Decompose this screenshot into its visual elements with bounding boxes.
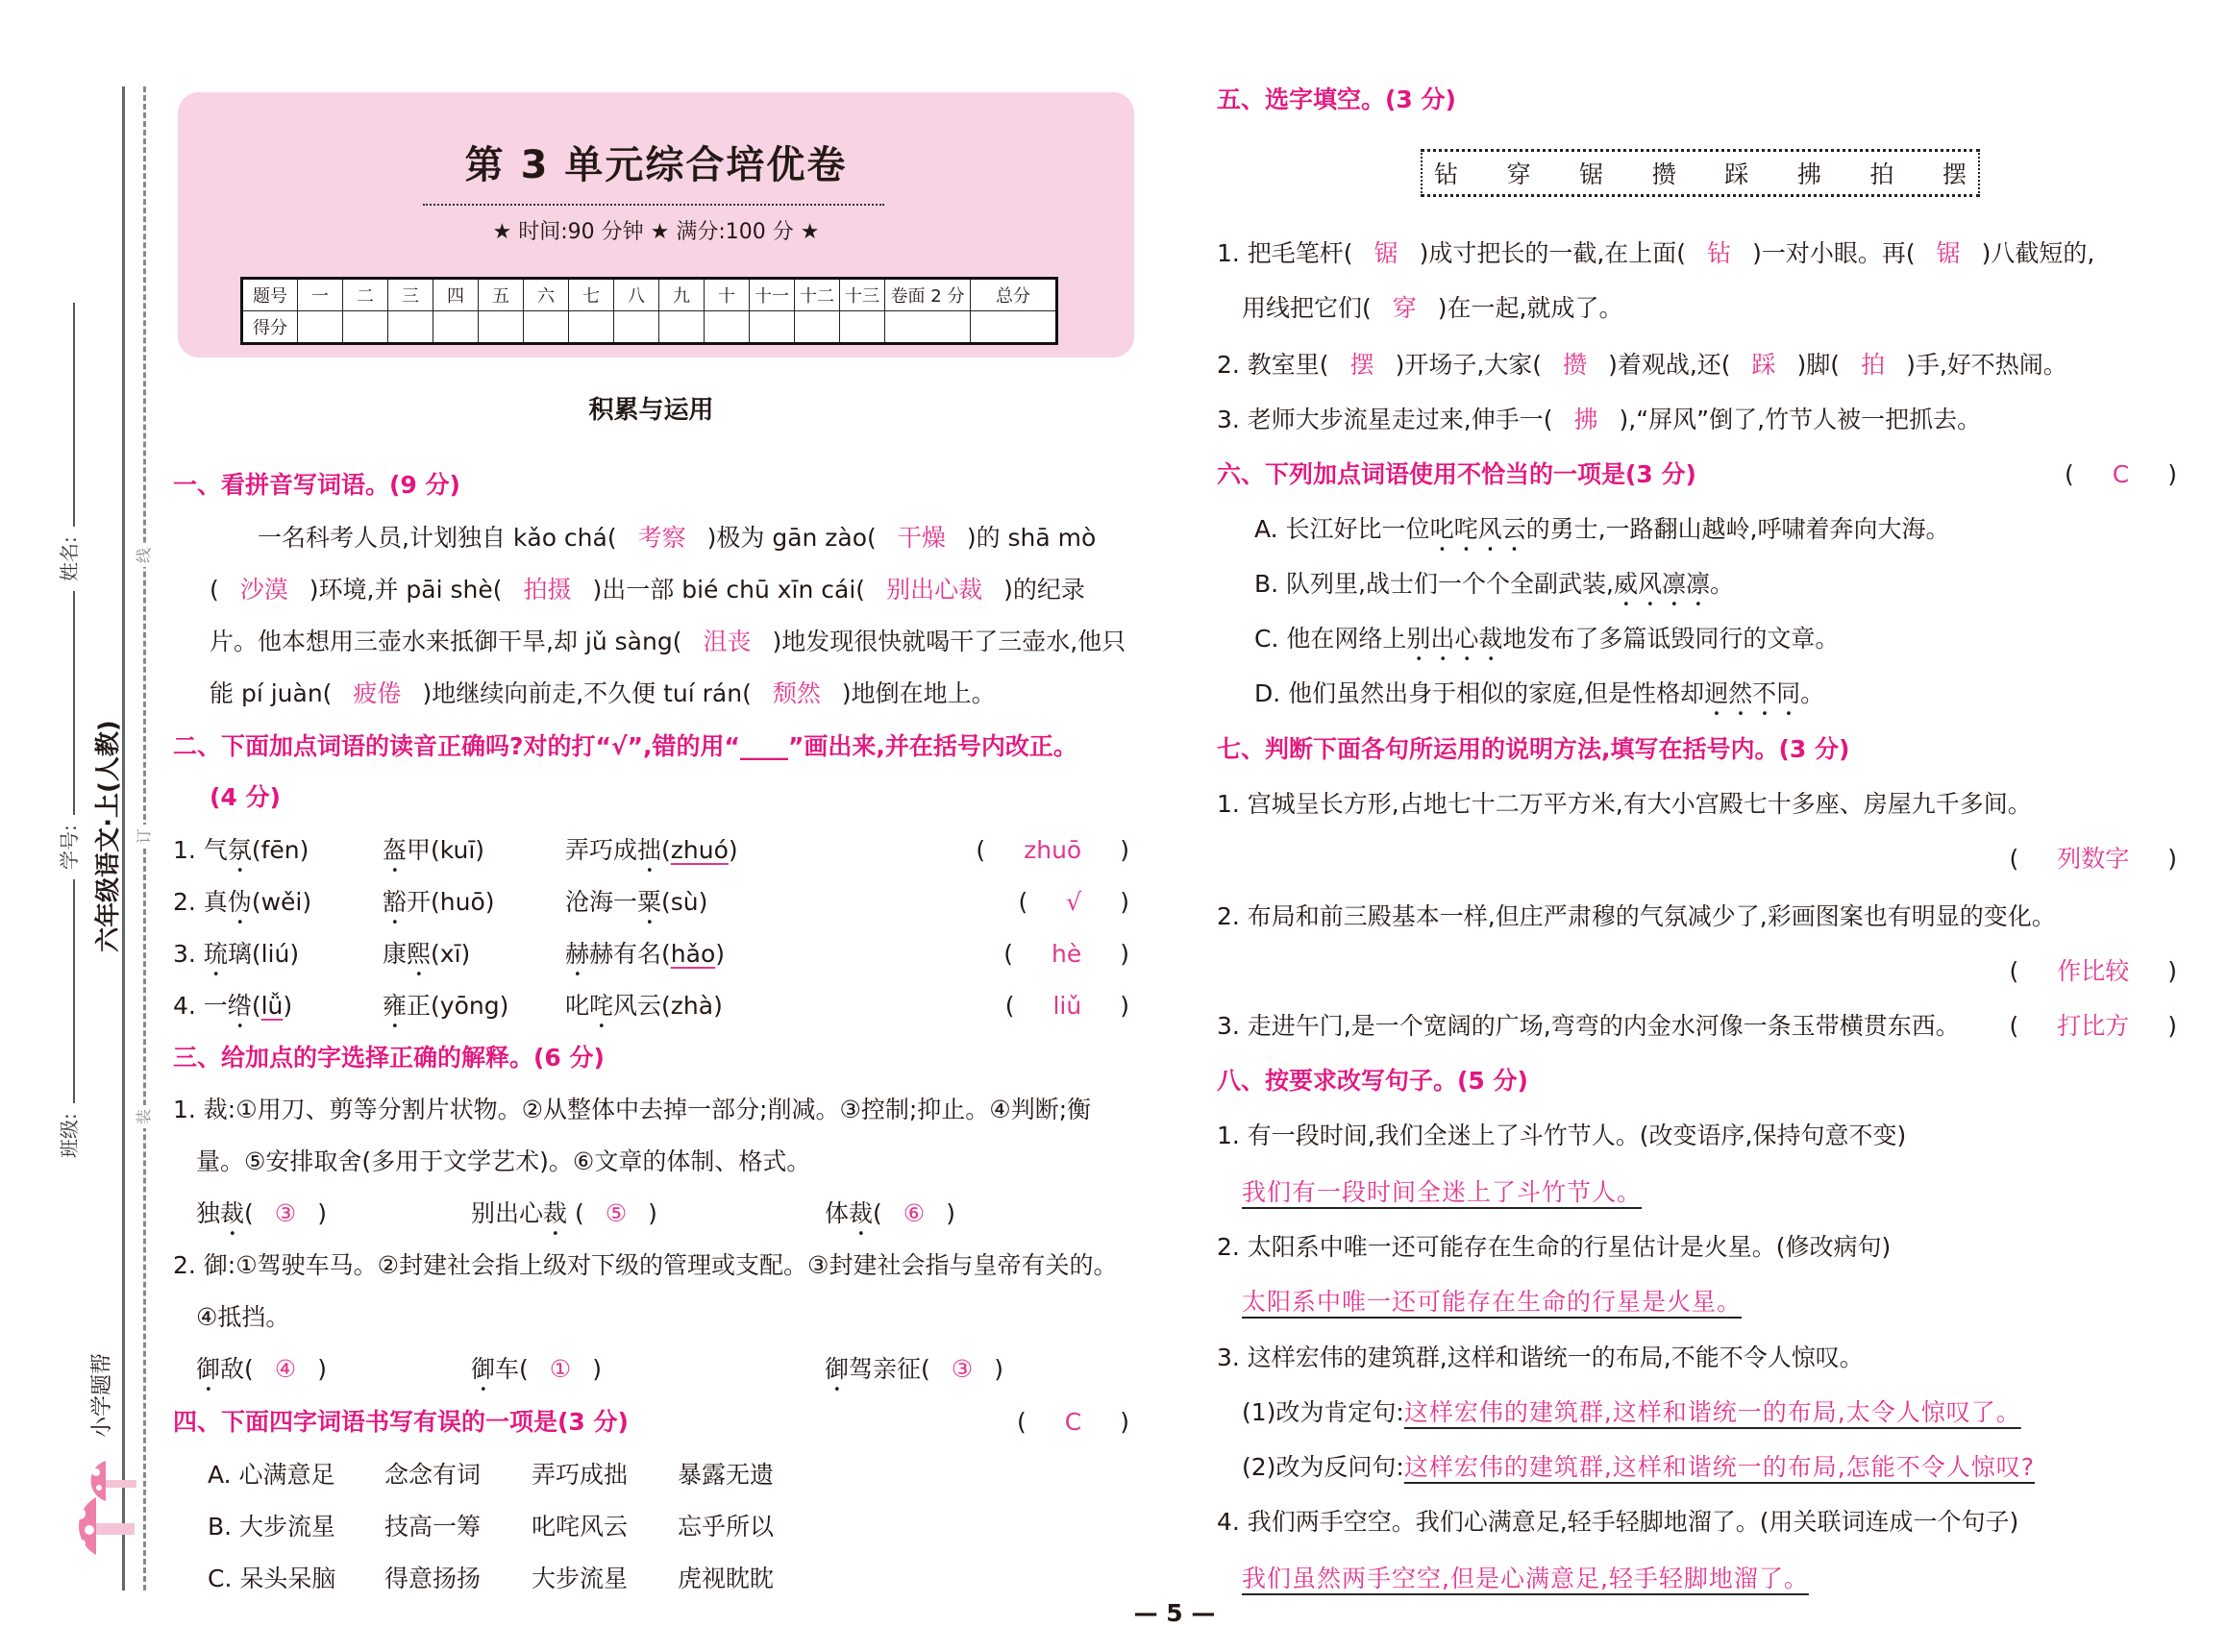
answer-text: 拂: [1573, 406, 1598, 433]
s4-heading: 四、下面四字词语书写有误的一项是(3 分): [173, 1408, 629, 1436]
text: 的勇士,一路翻山越岭,呼啸着奔向大海。: [1525, 515, 1950, 543]
class-field[interactable]: [60, 879, 75, 1103]
s1-line: [210, 625, 1126, 659]
s7-answer: ( 打比方 ): [2009, 1009, 2177, 1044]
student-id-label: 学号:: [57, 825, 81, 870]
s7-item: 2. 布局和前三殿基本一样,但庄严肃穆的气氛减少了,彩画图案也有明显的变化。: [1217, 902, 2056, 930]
text: 片。他本想用三壶水来抵御干旱,却 jǔ sàng(: [210, 628, 682, 655]
dotted-text: 粟: [637, 888, 662, 916]
s3-heading: 三、给加点的字选择正确的解释。(6 分): [173, 1044, 605, 1072]
text: ): [715, 940, 726, 968]
text: 1. 气: [173, 836, 228, 864]
dotted-text: 叱咤风云: [1429, 515, 1526, 543]
s5-heading: 五、选字填空。(3 分): [1217, 86, 1456, 113]
choice-char: 摆: [1942, 160, 1967, 188]
s7-answer: ( 列数字 ): [2009, 842, 2177, 876]
score-col: 十一: [750, 279, 795, 311]
s2-item: [565, 937, 725, 982]
s7-item: 1. 宫城呈长方形,占地七十二万平方米,有大小宫殿七十多座、房屋九千多间。: [1217, 790, 2032, 818]
text: (: [567, 1199, 584, 1227]
underlined-pinyin: hǎo: [670, 940, 716, 968]
score-table-header-row: [242, 279, 1057, 311]
answer-text: 拍摄: [523, 576, 572, 604]
answer-text: 攒: [1563, 351, 1588, 379]
score-cell: [614, 311, 659, 344]
answer-text: 打比方: [2057, 1012, 2130, 1040]
s4-option-word: 大步流星: [532, 1565, 629, 1592]
score-cell: [840, 311, 885, 344]
s2-item: [383, 937, 470, 982]
s4-option-word: 得意扬扬: [384, 1565, 482, 1592]
s2-item: [565, 885, 707, 930]
choice-char: 踩: [1724, 160, 1749, 188]
underlined-pinyin: zhuó: [670, 836, 729, 864]
text: 4. 一: [173, 992, 228, 1020]
choice-char: 攒: [1651, 160, 1676, 188]
choice-char: 拍: [1869, 160, 1894, 188]
s2-item: [173, 833, 309, 878]
s4-option-word: 虎视眈眈: [678, 1565, 775, 1592]
text: ): [592, 1355, 602, 1383]
s6-option: [1254, 677, 1824, 722]
score-cell: [343, 311, 388, 344]
text: )开场子,大家(: [1395, 351, 1543, 379]
bind-char-ding: 订: [133, 825, 156, 848]
s4-option-word: 弄巧成拙: [532, 1461, 629, 1489]
text: 。: [1709, 570, 1734, 598]
text: A. 长江好比一位: [1254, 515, 1430, 543]
text: )地继续向前走,不久便 tuí rán(: [422, 679, 752, 707]
text: )的纪录: [1003, 576, 1085, 604]
score-cell: [569, 311, 614, 344]
score-col: 五: [479, 279, 524, 311]
s8-question: 1. 有一段时间,我们全迷上了斗竹节人。(改变语序,保持句意不变): [1217, 1122, 1907, 1149]
score-cell: [433, 311, 479, 344]
score-col: 十三: [840, 279, 885, 311]
s5-line: [1217, 403, 1981, 437]
answer-text: 颓然: [772, 679, 821, 707]
answer-text: 疲倦: [353, 679, 402, 707]
answer-text: 锯: [1373, 239, 1398, 267]
text: )手,好不热闹。: [1906, 351, 2067, 379]
text: )出一部 bié chū xīn cái(: [592, 576, 866, 604]
text: ): [283, 992, 293, 1020]
dotted-text: 盔: [383, 836, 408, 864]
s1-line: [258, 521, 1096, 555]
text: 驾亲征(: [849, 1355, 930, 1383]
s6-option: [1254, 567, 1734, 612]
dotted-text: 威风凛凛: [1613, 570, 1710, 598]
text: )八截短的,: [1981, 239, 2095, 267]
text: (: [873, 1199, 882, 1227]
s6-option: [1254, 622, 1839, 667]
text: 别出心: [471, 1199, 544, 1227]
score-col: 三: [388, 279, 433, 311]
s4-option: B. 大步流星: [208, 1513, 336, 1541]
dotted-text: 御: [825, 1355, 850, 1383]
s8-answer: 我们虽然两手空空,但是心满意足,轻手轻脚地溜了。: [1242, 1565, 1809, 1592]
dotted-text: 御: [471, 1355, 496, 1383]
s7-answer: ( 作比较 ): [2009, 954, 2177, 989]
text: 体: [825, 1199, 850, 1227]
text: ): [994, 1355, 1003, 1383]
s1-line: [210, 677, 996, 711]
score-col: 二: [343, 279, 388, 311]
answer-text: 别出心裁: [886, 576, 983, 604]
text: (: [251, 992, 261, 1020]
text: 地发布了多篇诋毁同行的文章。: [1502, 625, 1840, 653]
text: B. 队列里,战士们一个个全副武装,: [1254, 570, 1614, 598]
dotted-text: 御: [196, 1355, 221, 1383]
score-row-label: 得分: [242, 311, 298, 344]
text: ): [728, 836, 738, 864]
name-label: 姓名:: [57, 536, 81, 581]
s6-option: [1254, 512, 1949, 557]
text: ): [317, 1355, 327, 1383]
dotted-text: 迥然不同: [1704, 679, 1801, 707]
text: 1. 把毛笔杆(: [1217, 239, 1353, 267]
score-cell: [885, 311, 971, 344]
page-number: — 5 —: [1133, 1599, 1216, 1627]
dotted-text: 伪: [227, 888, 252, 916]
text: 2. 教室里(: [1217, 351, 1329, 379]
text: 2. 真: [173, 888, 228, 916]
s8-question: 4. 我们两手空空。我们心满意足,轻手轻脚地溜了。(用关联词连成一个句子): [1217, 1508, 2019, 1536]
s4-option-word: 忘乎所以: [678, 1513, 775, 1541]
dotted-text: 拙: [637, 836, 662, 864]
s2-item: [383, 989, 508, 1034]
text: 赫有名(: [589, 940, 671, 968]
s3-q2-item: [196, 1352, 327, 1397]
score-cell: [388, 311, 433, 344]
score-cell: [659, 311, 705, 344]
answer-text: ⑥: [903, 1199, 926, 1227]
text: )环境,并 pāi shè(: [309, 576, 503, 604]
bind-char-zhuang: 装: [133, 1105, 156, 1128]
brand-name: 小学题帮: [90, 1353, 114, 1439]
score-cell: [750, 311, 795, 344]
answer-text: C: [1064, 1408, 1082, 1436]
answer-text: 列数字: [2057, 845, 2130, 873]
text: )成寸把长的一截,在上面(: [1419, 239, 1687, 267]
s8-question: 3. 这样宏伟的建筑群,这样和谐统一的布局,不能不令人惊叹。: [1217, 1344, 1864, 1371]
text: (xī): [431, 940, 471, 968]
s4-option-word: 暴露无遗: [678, 1461, 775, 1489]
s2-answer: ( √ ): [1019, 885, 1129, 920]
dotted-text: 裁: [849, 1199, 874, 1227]
score-col: 七: [569, 279, 614, 311]
text: )着观战,还(: [1608, 351, 1731, 379]
answer-text: C: [2112, 460, 2130, 488]
answer-text: ③: [951, 1355, 974, 1383]
answer-text: ⑤: [605, 1199, 628, 1227]
s8-heading: 八、按要求改写句子。(5 分): [1217, 1067, 1528, 1095]
answer-text: 沮丧: [703, 628, 752, 655]
title-divider: [423, 204, 884, 206]
s4-option: C. 呆头呆脑: [208, 1565, 336, 1592]
choice-char: 穿: [1506, 160, 1531, 188]
answer-text: 沙漠: [239, 576, 288, 604]
s5-character-box: [1421, 149, 1980, 197]
underlined-pinyin: lǚ: [260, 992, 284, 1020]
s3-q1-item: [825, 1196, 955, 1242]
text: (: [210, 576, 219, 604]
text: 甲(kuī): [407, 836, 485, 864]
score-col: 卷面 2 分: [885, 279, 971, 311]
dotted-text: 咤: [589, 992, 614, 1020]
answer-text: 钻: [1707, 239, 1732, 267]
text: 独: [196, 1199, 221, 1227]
text: )极为 gān zào(: [706, 524, 877, 552]
s7-item: 3. 走进午门,是一个宽阔的广场,弯弯的内金水河像一条玉带横贯东西。: [1217, 1012, 1960, 1040]
score-col: 六: [524, 279, 569, 311]
text: C. 他在网络上: [1254, 625, 1407, 653]
score-cell: [705, 311, 750, 344]
text: )的 shā mò: [966, 524, 1097, 552]
s2-item: [565, 833, 738, 878]
score-table-score-row: [242, 311, 1057, 344]
answer-text: ④: [274, 1355, 297, 1383]
answer-text: √: [1066, 888, 1082, 916]
s6-heading: 六、下列加点词语使用不恰当的一项是(3 分): [1217, 460, 1696, 488]
s7-heading: 七、判断下面各句所运用的说明方法,填写在括号内。(3 分): [1217, 735, 1850, 763]
text: 叱: [565, 992, 590, 1020]
answer-text: zhuō: [1024, 836, 1082, 864]
text: )一对小眼。再(: [1752, 239, 1916, 267]
dotted-text: 雍: [383, 992, 408, 1020]
text: 能 pí juàn(: [210, 679, 333, 707]
dotted-text: 赫: [565, 940, 590, 968]
text: (: [244, 1199, 254, 1227]
s6-answer: ( C ): [2065, 457, 2177, 492]
text: 车(: [495, 1355, 529, 1383]
s8-answer: 这样宏伟的建筑群,这样和谐统一的布局,太令人惊叹了。: [1403, 1398, 2021, 1426]
s3-q2-definitions: 2. 御:①驾驶车马。②封建社会指上级对下级的管理或支配。③封建社会指与皇帝有关的。: [173, 1251, 1118, 1279]
text: (sù): [661, 888, 708, 916]
score-table: [240, 277, 1058, 345]
text: D. 他们虽然出身于相似的家庭,但是性格却: [1254, 679, 1705, 707]
answer-text: 考察: [637, 524, 686, 552]
dotted-text: 裁: [543, 1199, 568, 1227]
s8-subquestion: [1242, 1450, 2035, 1485]
s3-q1-definitions: 1. 裁:①用刀、剪等分割片状物。②从整体中去掉一部分;削减。③控制;抑止。④判断;衡: [173, 1096, 1092, 1123]
answer-text: liǔ: [1052, 992, 1082, 1020]
page-title: 第 3 单元综合培优卷: [464, 143, 848, 187]
text: 风云(zhà): [613, 992, 723, 1020]
text: 。: [1800, 679, 1825, 707]
text: 3. 老师大步流星走过来,伸手一(: [1217, 406, 1553, 433]
s3-q2-item: [825, 1352, 1003, 1397]
score-row-label: 题号: [242, 279, 298, 311]
answer-text: 锯: [1936, 239, 1961, 267]
s2-item: [383, 885, 495, 930]
bind-char-xian: 线: [133, 544, 156, 567]
dotted-text: 熙: [407, 940, 432, 968]
text: )在一起,就成了。: [1437, 294, 1623, 322]
dotted-text: 裁: [220, 1199, 245, 1227]
text: )地倒在地上。: [841, 679, 996, 707]
s2-item: [173, 989, 292, 1034]
score-col: 四: [433, 279, 479, 311]
s2-heading: 二、下面加点词语的读音正确吗?对的打“√”,错的用“____”画出来,并在括号内改正。: [173, 732, 1077, 760]
text: 用线把它们(: [1242, 294, 1372, 322]
answer-text: 踩: [1751, 351, 1776, 379]
text: 敌(: [220, 1355, 254, 1383]
s1-heading: 一、看拼音写词语。(9 分): [173, 471, 460, 499]
answer-text: 穿: [1392, 294, 1417, 322]
answer-text: ③: [274, 1199, 297, 1227]
s8-subquestion: [1242, 1395, 2021, 1430]
text: (fēn): [251, 836, 309, 864]
s3-q2-definitions: ④抵挡。: [196, 1303, 290, 1331]
score-col: 九: [659, 279, 705, 311]
dotted-text: 琉: [203, 940, 228, 968]
score-cell: [795, 311, 840, 344]
answer-text: 拍: [1861, 351, 1886, 379]
answer-text: hè: [1052, 940, 1082, 968]
score-cell: [298, 311, 343, 344]
text: 康: [383, 940, 408, 968]
s4-option-word: 技高一筹: [384, 1513, 482, 1541]
section-title: 积累与运用: [588, 396, 714, 425]
s4-option-word: 念念有词: [384, 1461, 482, 1489]
s2-heading-score: (4 分): [210, 783, 281, 811]
s1-line: [210, 573, 1085, 607]
text: ),“屏风”倒了,竹节人被一把抓去。: [1619, 406, 1982, 433]
class-label: 班级:: [57, 1113, 81, 1158]
text: 弄巧成: [565, 836, 638, 864]
score-col: 十二: [795, 279, 840, 311]
text: (wěi): [251, 888, 312, 916]
book-title: 六年级语文·上(人教): [94, 720, 123, 952]
s8-sub-label: (2)改为反问句:: [1242, 1453, 1404, 1481]
s8-answer: 我们有一段时间全迷上了斗竹节人。: [1242, 1178, 1643, 1206]
answer-text: 摆: [1349, 351, 1374, 379]
text: 开(huō): [407, 888, 495, 916]
s5-line: [1217, 348, 2067, 382]
s2-item: [565, 989, 723, 1034]
score-cell: [479, 311, 524, 344]
choice-char: 钻: [1434, 160, 1459, 188]
s3-q2-item: [471, 1352, 602, 1397]
answer-text: 作比较: [2057, 957, 2130, 985]
s4-option-word: 叱咤风云: [532, 1513, 629, 1541]
text: 正(yōng): [407, 992, 509, 1020]
dotted-text: 绺: [227, 992, 252, 1020]
s2-item: [383, 833, 484, 878]
score-cell: [971, 311, 1057, 344]
s2-answer: ( liǔ ): [1005, 989, 1129, 1023]
dotted-text: 豁: [383, 888, 408, 916]
exam-meta: ★ 时间:90 分钟 ★ 满分:100 分 ★: [492, 220, 820, 244]
score-col: 八: [614, 279, 659, 311]
text: (: [661, 836, 671, 864]
text: )脚(: [1796, 351, 1841, 379]
answer-text: ①: [549, 1355, 572, 1383]
s8-question: 2. 太阳系中唯一还可能存在生命的行星估计是火星。(修改病句): [1217, 1233, 1892, 1261]
s8-sub-label: (1)改为肯定句:: [1242, 1398, 1404, 1426]
choice-char: 拂: [1796, 160, 1821, 188]
text: ): [946, 1199, 955, 1227]
text: ): [648, 1199, 657, 1227]
s3-q1-item: [471, 1196, 657, 1242]
score-col: 十: [705, 279, 750, 311]
dotted-text: 别出心裁: [1406, 625, 1503, 653]
s3-q1-item: [196, 1196, 327, 1242]
score-col: 一: [298, 279, 343, 311]
s8-answer: 太阳系中唯一还可能存在生命的行星是火星。: [1242, 1288, 1743, 1316]
s2-answer: ( zhuō ): [976, 833, 1129, 868]
answer-text: 干燥: [897, 524, 946, 552]
dotted-text: 氛: [227, 836, 252, 864]
choice-char: 锯: [1579, 160, 1604, 188]
s3-q1-definitions: 量。⑤安排取舍(多用于文学艺术)。⑥文章的体制、格式。: [196, 1147, 811, 1175]
s2-item: [173, 937, 299, 982]
text: 沧海一: [565, 888, 638, 916]
s2-answer: ( hè ): [1003, 937, 1129, 972]
score-cell: [524, 311, 569, 344]
s8-answer: 这样宏伟的建筑群,这样和谐统一的布局,怎能不令人惊叹?: [1403, 1453, 2036, 1481]
student-id-field[interactable]: [60, 591, 75, 815]
text: 3.: [173, 940, 204, 968]
text: ): [317, 1199, 327, 1227]
text: )地发现很快就喝干了三壶水,他只: [772, 628, 1126, 655]
score-col: 总分: [971, 279, 1057, 311]
mushroom-logo-icon: [53, 1451, 139, 1557]
s5-line: [1242, 291, 1622, 326]
s4-option: A. 心满意足: [208, 1461, 335, 1489]
s2-item: [173, 885, 311, 930]
text: 一名科考人员,计划独自 kǎo chá(: [258, 524, 617, 552]
s4-answer: ( C ): [1017, 1405, 1129, 1440]
s5-line: [1217, 236, 2094, 271]
text: 璃(liú): [227, 940, 300, 968]
